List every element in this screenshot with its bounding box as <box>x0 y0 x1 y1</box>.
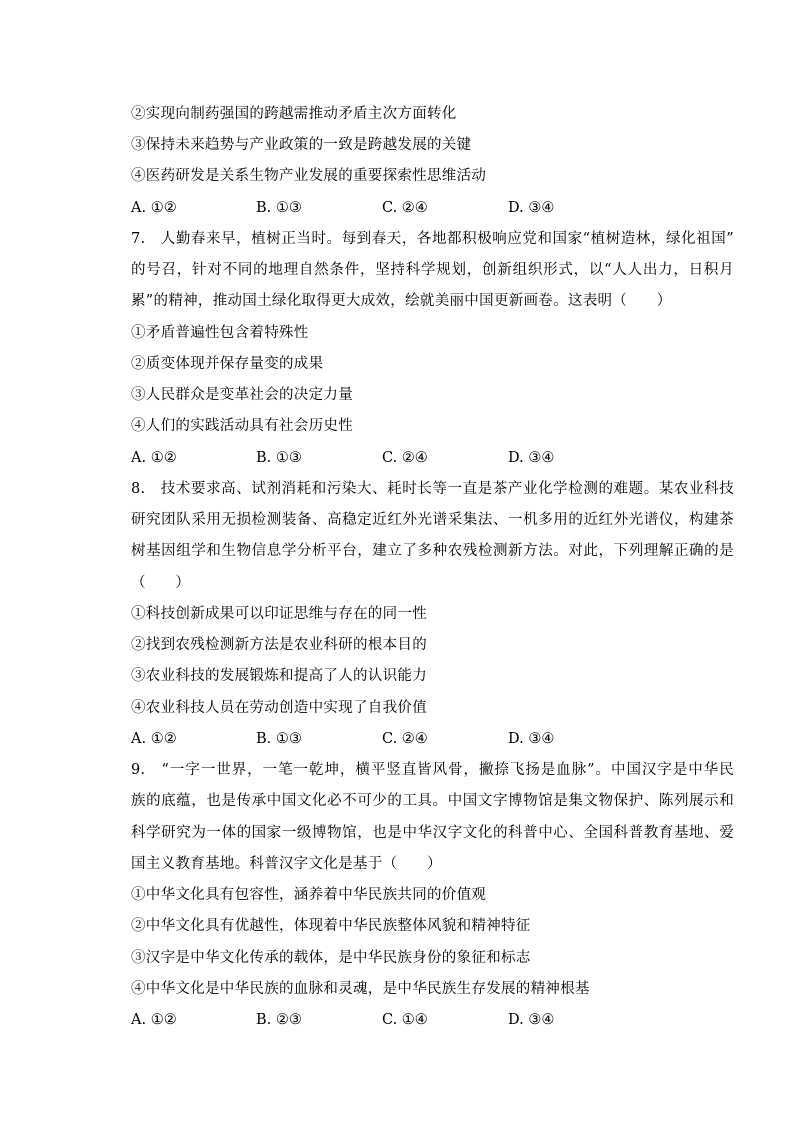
q7-option-a: A. ①② <box>131 450 177 466</box>
q6-item-4: ④医药研发是关系生物产业发展的重要探索性思维活动 <box>131 168 487 184</box>
q7-option-d: D. ③④ <box>508 450 555 466</box>
q7-option-c: C. ②④ <box>382 450 428 466</box>
q8-option-d: D. ③④ <box>508 731 555 747</box>
q7-stem-line-1: 7. 人勤春来早，植树正当时。每到春天，各地都积极响应党和国家“植树造林，绿化祖国” <box>131 231 734 247</box>
q6-item-3: ③保持未来趋势与产业政策的一致是跨越发展的关键 <box>131 137 472 153</box>
q9-option-b: B. ②③ <box>256 1012 302 1028</box>
q9-option-c: C. ①④ <box>382 1012 428 1028</box>
q9-options <box>0 1010 794 1030</box>
q8-stem-line-4: （ ） <box>131 575 191 591</box>
q7-item-2: ②质变体现并保存量变的成果 <box>131 356 324 372</box>
q8-stem-line-3: 树基因组学和生物信息学分析平台，建立了多种农残检测新方法。对此，下列理解正确的是 <box>131 543 734 559</box>
q9-option-d: D. ③④ <box>508 1012 555 1028</box>
q7-options <box>0 448 794 468</box>
q8-option-b: B. ①③ <box>256 731 302 747</box>
q6-option-d: D. ③④ <box>508 200 555 216</box>
q9-stem-line-3: 科学研究为一体的国家一级博物馆，也是中华汉字文化的科普中心、全国科普教育基地、爱 <box>131 825 734 841</box>
q6-option-a: A. ①② <box>131 200 177 216</box>
q7-item-3: ③人民群众是变革社会的决定力量 <box>131 387 353 403</box>
q9-item-1: ①中华文化具有包容性，涵养着中华民族共同的价值观 <box>131 887 487 903</box>
q8-options <box>0 729 794 749</box>
q8-option-a: A. ①② <box>131 731 177 747</box>
q6-option-b: B. ①③ <box>256 200 302 216</box>
q9-stem-line-2: 族的底蕴，也是传承中国文化必不可少的工具。中国文字博物馆是集文物保护、陈列展示和 <box>131 793 734 809</box>
q7-item-1: ①矛盾普遍性包含着特殊性 <box>131 325 309 341</box>
q9-stem-line-1: 9. “一字一世界，一笔一乾坤，横平竖直皆风骨，撇捺飞扬是血脉”。中国汉字是中华民 <box>131 762 734 778</box>
q9-item-2: ②中华文化具有优越性，体现着中华民族整体风貌和精神特征 <box>131 918 531 934</box>
q9-stem-line-4: 国主义教育基地。科普汉字文化是基于（ ） <box>131 856 442 872</box>
q8-item-4: ④农业科技人员在劳动创造中实现了自我价值 <box>131 700 427 716</box>
q7-stem-line-3: 累”的精神，推动国土绿化取得更大成效，绘就美丽中国更新画卷。这表明（ ） <box>131 293 672 309</box>
q7-option-b: B. ①③ <box>256 450 302 466</box>
q6-item-2: ②实现向制药强国的跨越需推动矛盾主次方面转化 <box>131 106 457 122</box>
q8-item-1: ①科技创新成果可以印证思维与存在的同一性 <box>131 606 427 622</box>
q9-item-3: ③汉字是中华文化传承的载体，是中华民族身份的象征和标志 <box>131 950 531 966</box>
q7-stem-line-2: 的号召，针对不同的地理自然条件，坚持科学规划，创新组织形式，以“人人出力，日积月 <box>131 262 734 278</box>
q8-item-2: ②找到农残检测新方法是农业科研的根本目的 <box>131 637 427 653</box>
q8-item-3: ③农业科技的发展锻炼和提高了人的认识能力 <box>131 668 427 684</box>
q9-option-a: A. ①② <box>131 1012 177 1028</box>
q8-stem-line-2: 研究团队采用无损检测装备、高稳定近红外光谱采集法、一机多用的近红外光谱仪，构建茶 <box>131 512 734 528</box>
q7-item-4: ④人们的实践活动具有社会历史性 <box>131 418 353 434</box>
q8-stem-line-1: 8. 技术要求高、试剂消耗和污染大、耗时长等一直是茶产业化学检测的难题。某农业科技 <box>131 481 734 497</box>
q8-option-c: C. ②④ <box>382 731 428 747</box>
q6-option-c: C. ②④ <box>382 200 428 216</box>
q6-options <box>0 198 794 218</box>
q9-item-4: ④中华文化是中华民族的血脉和灵魂，是中华民族生存发展的精神根基 <box>131 981 590 997</box>
